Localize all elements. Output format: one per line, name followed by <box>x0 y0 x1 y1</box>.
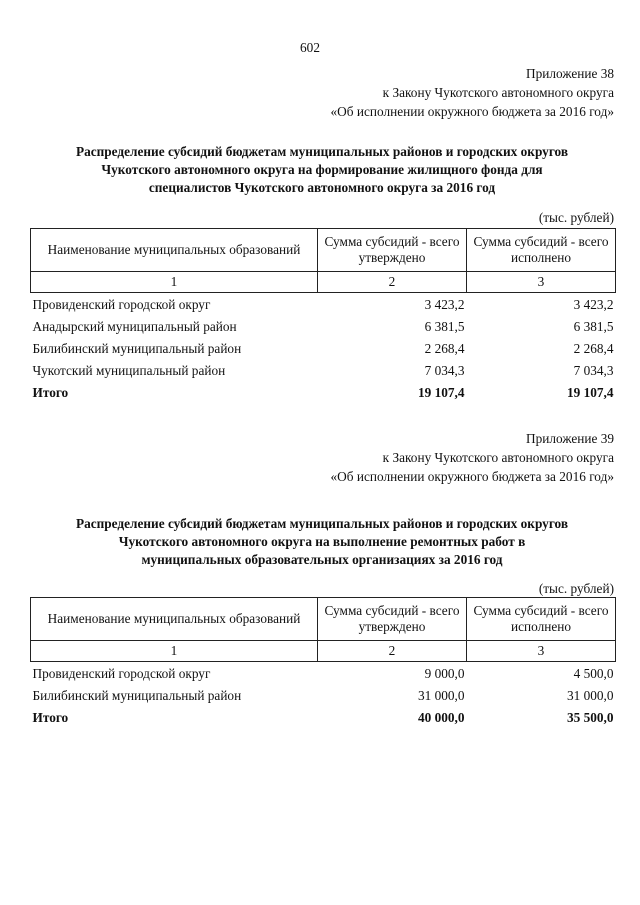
appendix-law: к Закону Чукотского автономного округа <box>382 85 614 100</box>
column-header-approved: Сумма субсидий - всего утверждено <box>318 229 467 272</box>
appendix-header-38 <box>331 64 614 121</box>
approved-amount: 7 034,3 <box>424 363 465 378</box>
total-approved: 40 000,0 <box>417 710 465 725</box>
table-row <box>31 319 616 341</box>
column-number: 3 <box>467 641 616 662</box>
approved-amount: 6 381,5 <box>424 319 465 334</box>
municipality-name: Провиденский городской округ <box>32 666 211 681</box>
total-label: Итого <box>32 385 69 400</box>
executed-amount: 2 268,4 <box>573 341 614 356</box>
title-line: Чукотского автономного округа на формирование жилищного фонда для <box>101 162 543 177</box>
subsidy-table <box>30 228 616 407</box>
approved-amount: 2 268,4 <box>424 341 465 356</box>
section-title <box>30 143 614 197</box>
column-number: 3 <box>467 272 616 293</box>
executed-amount: 3 423,2 <box>573 297 614 312</box>
title-line: муниципальных образовательных организациях за 2016 год <box>141 552 503 567</box>
total-row <box>31 385 616 407</box>
column-number: 1 <box>31 641 318 662</box>
column-header-executed: Сумма субсидий - всего исполнено <box>467 598 616 641</box>
title-line: Чукотского автономного округа на выполнение ремонтных работ в <box>118 534 526 549</box>
column-header-name: Наименование муниципальных образований <box>31 229 318 272</box>
executed-amount: 6 381,5 <box>573 319 614 334</box>
column-number: 2 <box>318 641 467 662</box>
municipality-name: Чукотский муниципальный район <box>32 363 226 378</box>
title-line: специалистов Чукотского автономного округа за 2016 год <box>148 180 496 195</box>
appendix-law: к Закону Чукотского автономного округа <box>382 450 614 465</box>
table-header-row <box>31 229 616 272</box>
title-line: Распределение субсидий бюджетам муниципальных районов и городских округов <box>75 144 569 159</box>
total-row <box>31 710 616 732</box>
total-executed: 35 500,0 <box>566 710 614 725</box>
appendix-law-title: «Об исполнении окружного бюджета за 2016 год» <box>330 469 614 484</box>
municipality-name: Билибинский муниципальный район <box>32 688 242 703</box>
approved-amount: 3 423,2 <box>424 297 465 312</box>
appendix-header-39 <box>331 429 614 486</box>
column-header-name: Наименование муниципальных образований <box>31 598 318 641</box>
appendix-number: Приложение 38 <box>526 66 614 81</box>
executed-amount: 31 000,0 <box>566 688 614 703</box>
appendix-law-title: «Об исполнении окружного бюджета за 2016 год» <box>330 104 614 119</box>
total-executed: 19 107,4 <box>566 385 614 400</box>
page-number: 602 <box>300 40 320 55</box>
table-row <box>31 662 616 689</box>
executed-amount: 4 500,0 <box>573 666 614 681</box>
column-number-row <box>31 641 616 662</box>
column-number: 2 <box>318 272 467 293</box>
table-row <box>31 363 616 385</box>
total-approved: 19 107,4 <box>417 385 465 400</box>
title-line: Распределение субсидий бюджетам муниципальных районов и городских округов <box>75 516 569 531</box>
approved-amount: 9 000,0 <box>424 666 465 681</box>
column-header-approved: Сумма субсидий - всего утверждено <box>318 598 467 641</box>
table-header-row <box>31 598 616 641</box>
column-number: 1 <box>31 272 318 293</box>
appendix-number: Приложение 39 <box>526 431 614 446</box>
section-title <box>30 515 614 569</box>
unit-label: (тыс. рублей) <box>538 581 614 596</box>
municipality-name: Анадырский муниципальный район <box>32 319 237 334</box>
table-row <box>31 293 616 320</box>
column-header-executed: Сумма субсидий - всего исполнено <box>467 229 616 272</box>
approved-amount: 31 000,0 <box>417 688 465 703</box>
executed-amount: 7 034,3 <box>573 363 614 378</box>
municipality-name: Провиденский городской округ <box>32 297 211 312</box>
municipality-name: Билибинский муниципальный район <box>32 341 242 356</box>
column-number-row <box>31 272 616 293</box>
table-row <box>31 688 616 710</box>
table-row <box>31 341 616 363</box>
unit-label: (тыс. рублей) <box>538 210 614 225</box>
subsidy-table <box>30 597 616 732</box>
total-label: Итого <box>32 710 69 725</box>
